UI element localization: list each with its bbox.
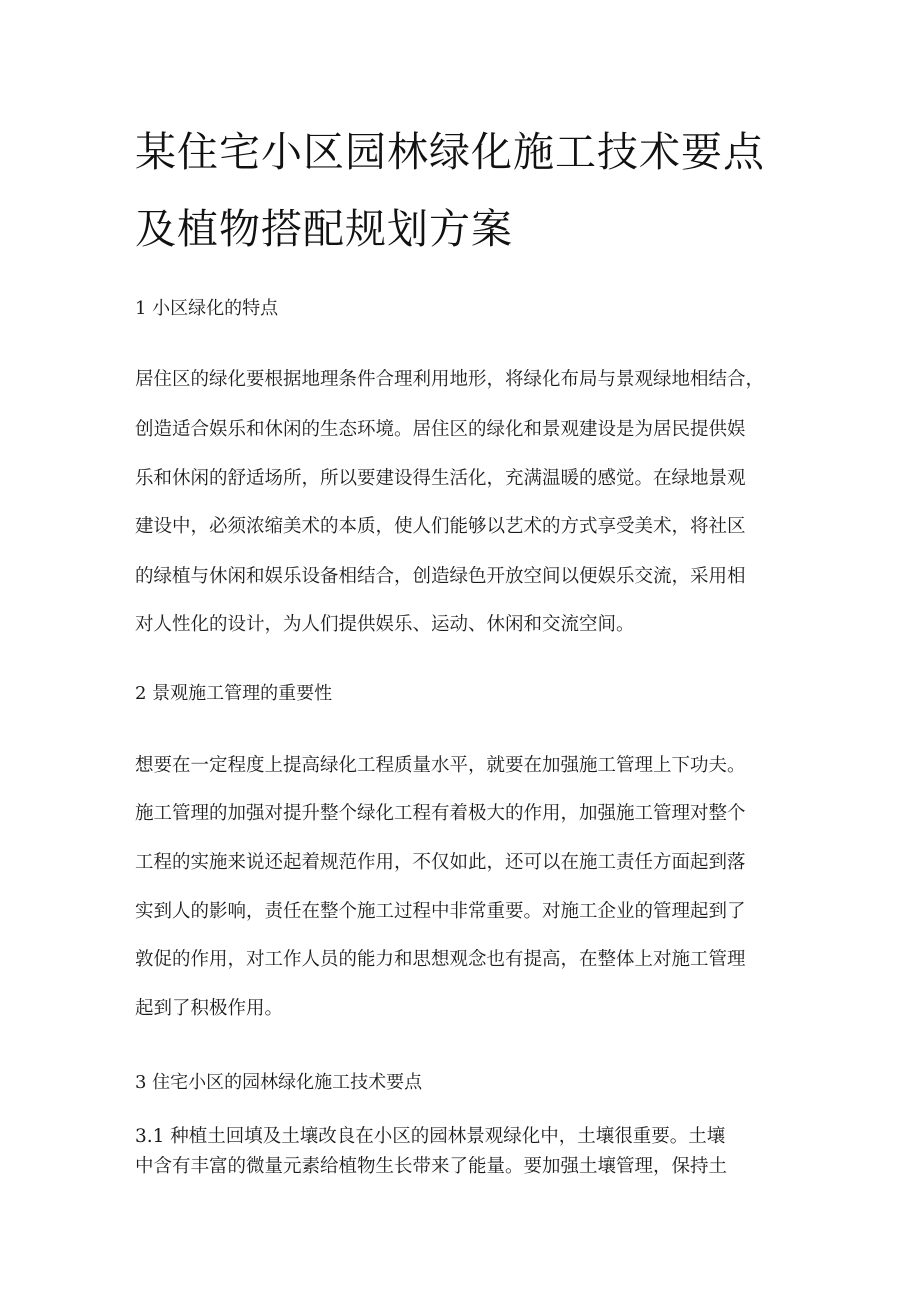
document-title-line-1: 某住宅小区园林绿化施工技术要点 bbox=[135, 128, 765, 176]
section-3-heading: 3 住宅小区的园林绿化施工技术要点 bbox=[135, 1072, 423, 1093]
section-3-text-line: 中含有丰富的微量元素给植物生长带来了能量。要加强土壤管理，保持土 bbox=[135, 1156, 728, 1177]
section-1-heading: 1 小区绿化的特点 bbox=[135, 298, 279, 319]
section-1-text-line: 乐和休闲的舒适场所，所以要建设得生活化，充满温暖的感觉。在绿地景观 bbox=[135, 468, 746, 489]
section-1-text-line: 居住区的绿化要根据地理条件合理利用地形，将绿化布局与景观绿地相结合， bbox=[135, 369, 765, 390]
section-2-text-line: 敦促的作用，对工作人员的能力和思想观念也有提高，在整体上对施工管理 bbox=[135, 949, 746, 970]
section-1-text-line: 的绿植与休闲和娱乐设备相结合，创造绿色开放空间以便娱乐交流，采用相 bbox=[135, 566, 746, 587]
section-1-text-line: 创造适合娱乐和休闲的生态环境。居住区的绿化和景观建设是为居民提供娱 bbox=[135, 419, 746, 440]
section-2-text-line: 施工管理的加强对提升整个绿化工程有着极大的作用，加强施工管理对整个 bbox=[135, 803, 746, 824]
section-2-text-line: 起到了积极作用。 bbox=[135, 998, 284, 1019]
section-2-text-line: 想要在一定程度上提高绿化工程质量水平，就要在加强施工管理上下功夫。 bbox=[135, 755, 746, 776]
section-1-text-line: 对人性化的设计，为人们提供娱乐、运动、休闲和交流空间。 bbox=[135, 614, 635, 635]
section-2-text-line: 实到人的影响，责任在整个施工过程中非常重要。对施工企业的管理起到了 bbox=[135, 901, 746, 922]
section-3-text-line: 3.1 种植土回填及土壤改良在小区的园林景观绿化中，土壤很重要。土壤 bbox=[135, 1126, 726, 1147]
section-2-heading: 2 景观施工管理的重要性 bbox=[135, 683, 333, 704]
section-2-text-line: 工程的实施来说还起着规范作用，不仅如此，还可以在施工责任方面起到落 bbox=[135, 852, 746, 873]
section-1-text-line: 建设中，必须浓缩美术的本质，使人们能够以艺术的方式享受美术，将社区 bbox=[135, 516, 746, 537]
document-title-line-2: 及植物搭配规划方案 bbox=[135, 205, 513, 253]
